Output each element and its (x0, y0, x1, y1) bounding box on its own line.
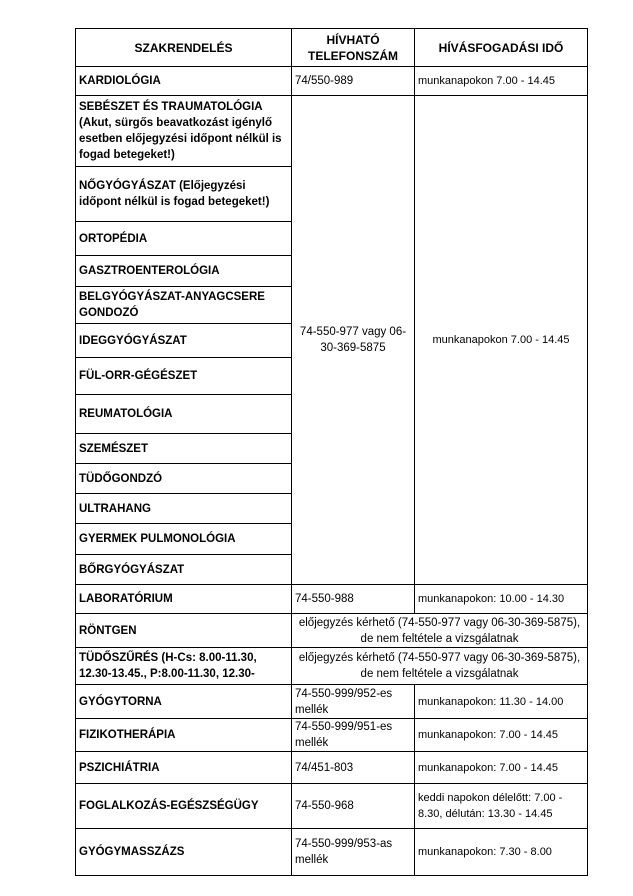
appointment-note: előjegyzés kérhető (74-550-977 vagy 06-30-369-5875), de nem feltétele a vizsgálatnak (292, 648, 588, 685)
specialty-name: KARDIOLÓGIA (76, 67, 292, 96)
specialty-name: ULTRAHANG (76, 494, 292, 524)
phone-number: 74/550-989 (292, 67, 415, 96)
specialty-name: NŐGYÓGYÁSZAT (Előjegyzési időpont nélkül is fogad betegeket!) (76, 167, 292, 222)
specialty-name: ORTOPÉDIA (76, 222, 292, 256)
specialty-name: LABORATÓRIUM (76, 585, 292, 614)
specialty-name: PSZICHIÁTRIA (76, 752, 292, 784)
specialty-name: BŐRGYÓGYÁSZAT (76, 555, 292, 585)
call-hours: munkanapokon: 7.00 - 14.45 (415, 719, 588, 752)
outpatient-schedule-table (75, 28, 588, 876)
specialty-name: GASZTROENTEROLÓGIA (76, 256, 292, 287)
call-hours: munkanapokon 7.00 - 14.45 (415, 67, 588, 96)
table-row (76, 67, 588, 96)
table-row (76, 752, 588, 784)
header-specialty: SZAKRENDELÉS (76, 29, 292, 67)
specialty-name: FÜL-ORR-GÉGÉSZET (76, 358, 292, 395)
table-row (76, 96, 588, 167)
specialty-name: REUMATOLÓGIA (76, 395, 292, 434)
table-row (76, 719, 588, 752)
table-row (76, 614, 588, 648)
call-hours: munkanapokon: 11.30 - 14.00 (415, 685, 588, 719)
specialty-name: GYÓGYMASSZÁZS (76, 829, 292, 876)
phone-number: 74/451-803 (292, 752, 415, 784)
call-hours: keddi napokon délelőtt: 7.00 - 8.30, délután: 13.30 - 14.45 (415, 784, 588, 829)
shared-phone-number: 74-550-977 vagy 06-30-369-5875 (292, 96, 415, 585)
specialty-name: FOGLALKOZÁS-EGÉSZSÉGÜGY (76, 784, 292, 829)
specialty-name-text: TÜDŐSZŰRÉS (H-Cs: 8.00-11.30, 12.30-13.45., P:8.00-11.30, 12.30- (79, 652, 257, 680)
specialty-name: BELGYÓGYÁSZAT-ANYAGCSERE GONDOZÓ (76, 287, 292, 324)
specialty-name: FIZIKOTHERÁPIA (76, 719, 292, 752)
call-hours: munkanapokon: 7.00 - 14.45 (415, 752, 588, 784)
call-hours: munkanapokon: 7.30 - 8.00 (415, 829, 588, 876)
specialty-name: RÖNTGEN (76, 614, 292, 648)
table-row (76, 648, 588, 685)
shared-call-hours: munkanapokon 7.00 - 14.45 (415, 96, 588, 585)
phone-number: 74-550-988 (292, 585, 415, 614)
specialty-name: GYÓGYTORNA (76, 685, 292, 719)
phone-number: 74-550-999/951-es mellék (292, 719, 415, 752)
header-hours: HÍVÁSFOGADÁSI IDŐ (415, 29, 588, 67)
header-phone: HÍVHATÓ TELEFONSZÁM (292, 29, 415, 67)
table-row (76, 829, 588, 876)
specialty-name: SZEMÉSZET (76, 434, 292, 464)
table-row (76, 685, 588, 719)
phone-number: 74-550-999/953-as mellék (292, 829, 415, 876)
phone-number: 74-550-968 (292, 784, 415, 829)
table-row (76, 784, 588, 829)
specialty-name: IDEGGYÓGYÁSZAT (76, 324, 292, 358)
specialty-name (76, 648, 292, 685)
specialty-name: GYERMEK PULMONOLÓGIA (76, 524, 292, 555)
specialty-name: TÜDŐGONDZÓ (76, 464, 292, 494)
call-hours: munkanapokon: 10.00 - 14.30 (415, 585, 588, 614)
header-row (76, 29, 588, 67)
appointment-note: előjegyzés kérhető (74-550-977 vagy 06-30-369-5875), de nem feltétele a vizsgálatnak (292, 614, 588, 648)
table-row (76, 585, 588, 614)
specialty-name: SEBÉSZET ÉS TRAUMATOLÓGIA (Akut, sürgős beavatkozást igénylő esetben előjegyzési időpont nélkül is fogad betegeket!) (76, 96, 292, 167)
phone-number: 74-550-999/952-es mellék (292, 685, 415, 719)
